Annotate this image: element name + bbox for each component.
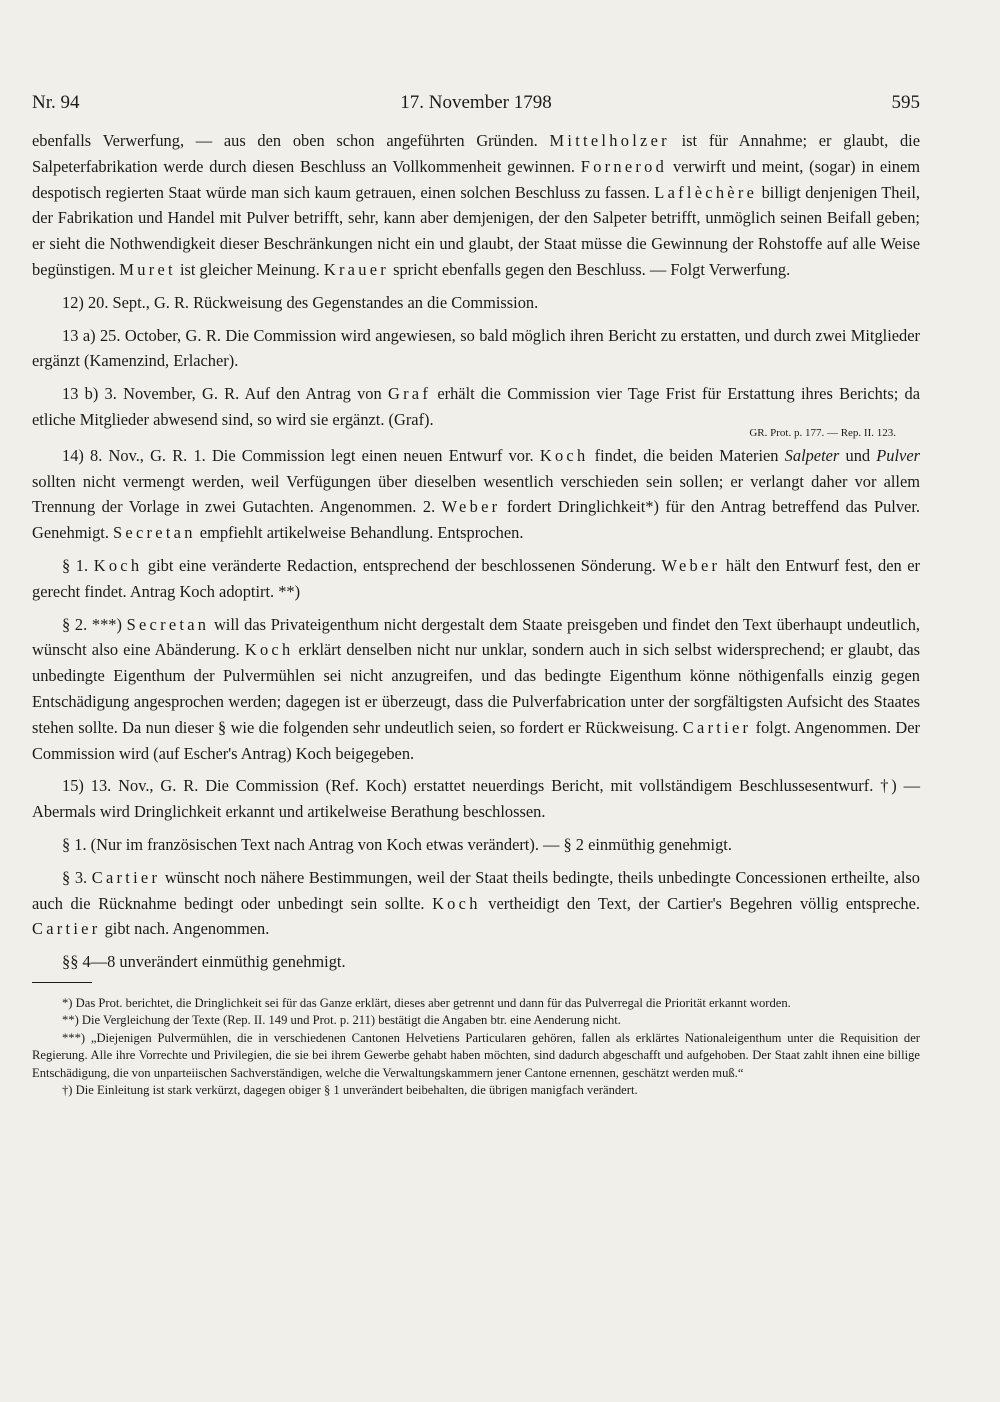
paragraph: § 1. (Nur im französischen Text nach Antrag von Koch etwas verändert). — § 2 einmüthig genehmigt. (62, 834, 732, 854)
page-header (32, 92, 920, 122)
footnote: *) Das Prot. berichtet, die Dringlichkeit sei für das Ganze erklärt, dieses aber getrennt und dann für das Pulverregal die Priorität erkannt worden. (62, 995, 791, 1010)
paragraph: 13 a) 25. October, G. R. Die Commission wird angewiesen, so bald möglich ihren Bericht zu erstatten, und durch zwei Mitglieder ergänzt (Kamenzind, Erlacher). (32, 325, 920, 371)
speaker-name: Mittelholzer (549, 131, 670, 150)
paragraph: 13 b) 3. November, G. R. Auf den Antrag von Graf erhält die Commission vier Tage Frist für Erstattung ihres Berichts; da etliche Mitglieder abwesend sind, so wird sie ergänzt. (Graf). (32, 384, 921, 429)
page-number: 595 (891, 92, 920, 113)
footnote: †) Die Einleitung ist stark verkürzt, dagegen obiger § 1 unverändert beibehalten, die übrigen manigfach verändert. (62, 1082, 638, 1097)
speaker-name: Secretan (113, 523, 196, 543)
speaker-name: Graf (387, 384, 432, 404)
italic-term: Salpeter (784, 445, 840, 465)
speaker-name: Muret (119, 259, 176, 279)
main-text (32, 128, 920, 975)
speaker-name: Krauer (323, 259, 390, 279)
footnote-divider (32, 982, 92, 983)
footnotes (32, 995, 920, 1099)
footnote: ***) „Diejenigen Pulvermühlen, die in verschiedenen Cantonen Helvetiens Particularen gehören, fallen als erklärtes Nationaleigenthum unter die Requisition der Regierung. Alle ihre Vorrechte und Privilegien, die sie bei ihrem Gewerbe gehabt haben möchten, sind dadurch abgeschafft und aufgehoben. Der Staat zahlt ihnen eine billige Entschädigung, die von unparteiischen Sachverständigen, welche die Verwaltungskammern jener Cantone ernennen, geschätzt werden muß.“ (32, 1030, 920, 1080)
paragraph: 15) 13. Nov., G. R. Die Commission (Ref. Koch) erstattet neuerdings Bericht, mit vollständigem Beschlussesentwurf. †) — Abermals wird Dringlichkeit erkannt und artikelweise Berathung beschlossen. (32, 776, 920, 822)
paragraph: § 3. Cartier wünscht noch nähere Bestimmungen, weil der Staat theils bedingte, theils unbedingte Concessionen ertheilte, also auch die Rücknahme bedingt oder unbedingt sein sollte. Koch vertheidigt den Text, der Cartier's Begehren völlig entspreche. Cartier gibt nach. Angenommen. (32, 867, 920, 939)
speaker-name: Cartier (32, 919, 101, 939)
speaker-name: Cartier (682, 717, 752, 737)
speaker-name: Weber (441, 497, 501, 517)
italic-term: Pulver (876, 445, 920, 465)
source-reference: GR. Prot. p. 177. — Rep. II. 123. (749, 426, 896, 439)
paragraph: 14) 8. Nov., G. R. 1. Die Commission legt einen neuen Entwurf vor. Koch findet, die beiden Materien Salpeter und Pulver sollten nicht vermengt werden, weil Verfügungen über dieselben wesentlich verschieden sein sollen; er verlangt daher vor allem Trennung der Vorlage in zwei Gutachten. Angenommen. 2. Weber fordert Dringlichkeit*) für den Antrag betreffend das Pulver. Genehmigt. Secretan empfiehlt artikelweise Behandlung. Entsprochen. (32, 445, 920, 543)
speaker-name: Weber (661, 555, 721, 575)
speaker-name: Koch (244, 640, 294, 660)
paragraph: ebenfalls Verwerfung, — aus den oben schon angeführten Gründen. Mittelholzer ist für Annahme; er glaubt, die Salpeterfabrikation werde durch diesen Beschluss an Vollkommenheit gewinnen. Fornerod verwirft und meint, (sogar) in einem despotisch regierten Staat würde man sich kaum getrauen, einen solchen Beschluss zu fassen. Laflèchère billigt denjenigen Theil, der Fabrikation und Handel mit Pulver betrifft, sehr, kann aber demjenigen, der den Salpeter betrifft, unmöglich seinen Beifall geben; er sieht die Nothwendigkeit dieser Beschränkungen nicht ein und glaubt, der Staat müsse die Gewinnung der Rohstoffe auf alle Weise begünstigen. Muret ist gleicher Meinung. Krauer spricht ebenfalls gegen den Beschluss. — Folgt Verwerfung. (32, 131, 920, 279)
speaker-name: Fornerod (580, 156, 668, 176)
speaker-name: Cartier (91, 867, 161, 887)
speaker-name: Laflèchère (654, 182, 758, 202)
speaker-name: Koch (539, 445, 589, 465)
paragraph: §§ 4—8 unverändert einmüthig genehmigt. (62, 952, 346, 972)
paragraph: § 1. Koch gibt eine veränderte Redaction, entsprechend der beschlossenen Sönderung. Weber hält den Entwurf fest, den er gerecht findet. Antrag Koch adoptirt. **) (32, 555, 920, 601)
speaker-name: Secretan (126, 614, 210, 634)
speaker-name: Koch (432, 893, 481, 913)
paragraph: § 2. ***) Secretan will das Privateigenthum nicht dergestalt dem Staate preisgeben und findet den Text überhaupt undeutlich, wünscht also eine Abänderung. Koch erklärt denselben nicht nur unklar, sondern auch in sich selbst widersprechend; er glaubt, das unbedingte Eigenthum der Pulvermühlen sei nicht anzugreifen, und das bedingte Eigenthum könne nöthigenfalls einzig gegen Entschädigung angesprochen werden; dagegen ist er überzeugt, dass die Pulverfabrication unter der sorgfältigsten Aufsicht des Staates stehen sollte. Da nun dieser § wie die folgenden sehr undeutlich seien, so fordert er Rückweisung. Cartier folgt. Angenommen. Der Commission wird (auf Escher's Antrag) Koch beigegeben. (32, 614, 920, 763)
page-date: 17. November 1798 (400, 92, 552, 113)
paragraph: 12) 20. Sept., G. R. Rückweisung des Gegenstandes an die Commission. (62, 292, 539, 312)
issue-number: Nr. 94 (32, 92, 80, 113)
footnote: **) Die Vergleichung der Texte (Rep. II. 149 und Prot. p. 211) bestätigt die Angaben btr. eine Aenderung nicht. (62, 1013, 621, 1028)
speaker-name: Koch (93, 555, 143, 575)
